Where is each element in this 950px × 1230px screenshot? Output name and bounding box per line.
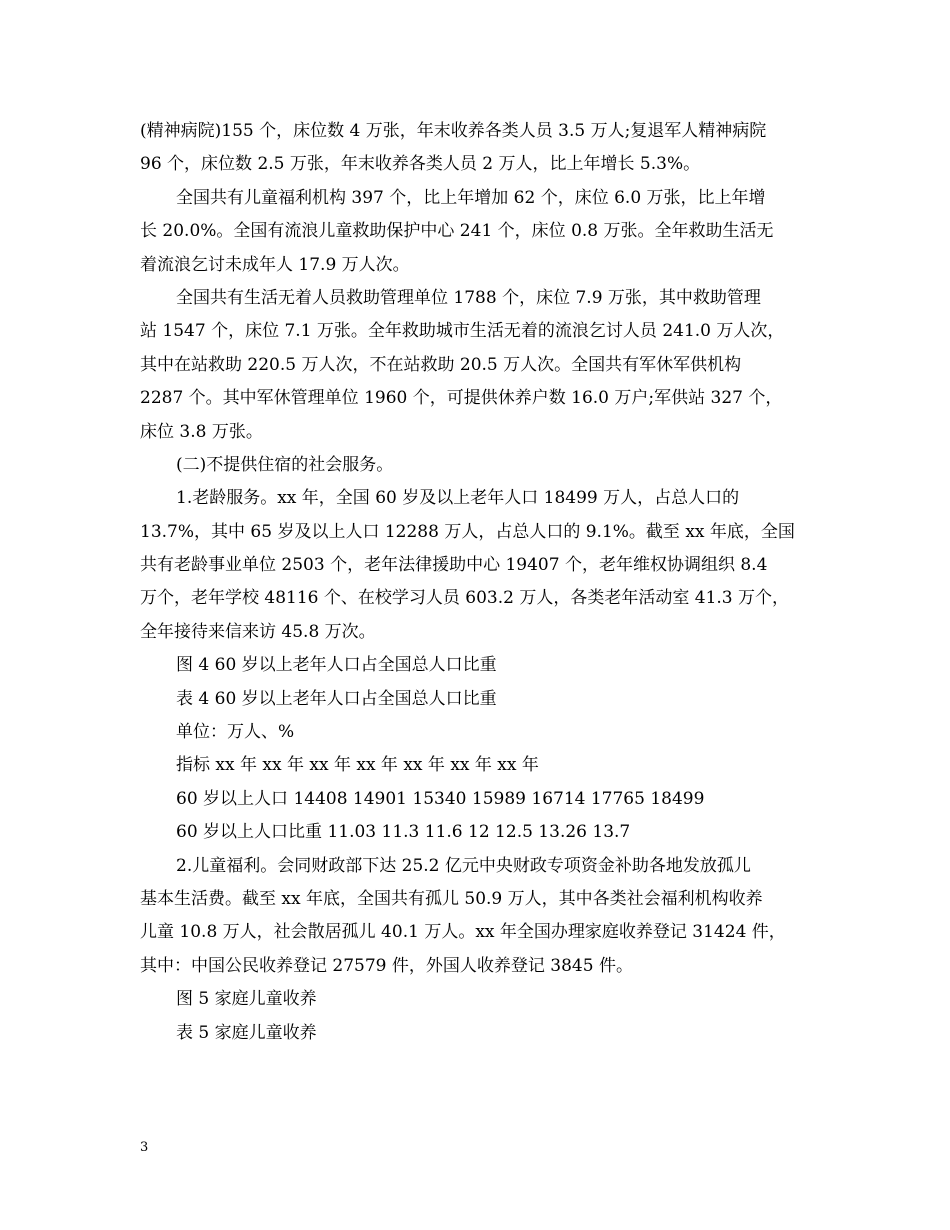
subsection-heading: 2.儿童福利。会同财政部下达 25.2 亿元中央财政专项资金补助各地发放孤儿 bbox=[176, 855, 751, 876]
text-line: 全年接待来信来访 45.8 万次。 bbox=[140, 621, 376, 642]
text-line: 万个，老年学校 48116 个、在校学习人员 603.2 万人，各类老年活动室 41.3 万个， bbox=[140, 588, 790, 609]
text-line: 基本生活费。截至 xx 年底，全国共有孤儿 50.9 万人，其中各类社会福利机构收养 bbox=[140, 888, 763, 909]
table-header-row: 指标 xx 年 xx 年 xx 年 xx 年 xx 年 xx 年 xx 年 bbox=[176, 755, 539, 776]
table-row: 60 岁以上人口比重 11.03 11.3 11.6 12 12.5 13.26 13.7 bbox=[176, 822, 631, 843]
text-line: (精神病院)155 个，床位数 4 万张，年末收养各类人员 3.5 万人;复退军人精神病院 bbox=[140, 121, 767, 141]
text-line: 儿童 10.8 万人，社会散居孤儿 40.1 万人。xx 年全国办理家庭收养登记 31424 件， bbox=[140, 922, 786, 943]
table-unit: 单位：万人、% bbox=[176, 722, 295, 743]
text-line: 96 个，床位数 2.5 万张，年末收养各类人员 2 万人，比上年增长 5.3%。 bbox=[140, 154, 701, 175]
table-caption: 表 5 家庭儿童收养 bbox=[176, 1022, 317, 1043]
section-heading: (二)不提供住宿的社会服务。 bbox=[176, 454, 394, 475]
subsection-heading: 1.老龄服务。xx 年，全国 60 岁及以上老年人口 18499 万人，占总人口的 bbox=[176, 488, 740, 509]
text-line: 全国共有儿童福利机构 397 个，比上年增加 62 个，床位 6.0 万张，比上年增 bbox=[176, 187, 766, 208]
text-line: 着流浪乞讨未成年人 17.9 万人次。 bbox=[140, 254, 410, 275]
text-line: 共有老龄事业单位 2503 个，老年法律援助中心 19407 个，老年维权协调组织 8.4 bbox=[140, 555, 768, 576]
text-line: 13.7%，其中 65 岁及以上人口 12288 万人，占总人口的 9.1%。截至 xx 年底，全国 bbox=[140, 521, 795, 542]
page-number: 3 bbox=[140, 1140, 149, 1155]
text-line: 2287 个。其中军休管理单位 1960 个，可提供休养户数 16.0 万户;军供站 327 个， bbox=[140, 388, 783, 409]
text-line: 其中在站救助 220.5 万人次，不在站救助 20.5 万人次。全国共有军休军供机构 bbox=[140, 354, 742, 375]
figure-caption: 图 5 家庭儿童收养 bbox=[176, 989, 317, 1010]
figure-caption: 图 4 60 岁以上老年人口占全国总人口比重 bbox=[176, 655, 497, 676]
text-line: 长 20.0%。全国有流浪儿童救助保护中心 241 个，床位 0.8 万张。全年救助生活无 bbox=[140, 221, 774, 242]
document-body bbox=[140, 115, 840, 1050]
text-line: 站 1547 个，床位 7.1 万张。全年救助城市生活无着的流浪乞讨人员 241.0 万人次， bbox=[140, 321, 785, 342]
text-line: 其中：中国公民收养登记 27579 件，外国人收养登记 3845 件。 bbox=[140, 955, 633, 976]
table-row: 60 岁以上人口 14408 14901 15340 15989 16714 17765 18499 bbox=[176, 788, 705, 809]
table-caption: 表 4 60 岁以上老年人口占全国总人口比重 bbox=[176, 688, 497, 709]
text-line: 床位 3.8 万张。 bbox=[140, 421, 263, 442]
text-line: 全国共有生活无着人员救助管理单位 1788 个，床位 7.9 万张，其中救助管理 bbox=[176, 287, 761, 308]
